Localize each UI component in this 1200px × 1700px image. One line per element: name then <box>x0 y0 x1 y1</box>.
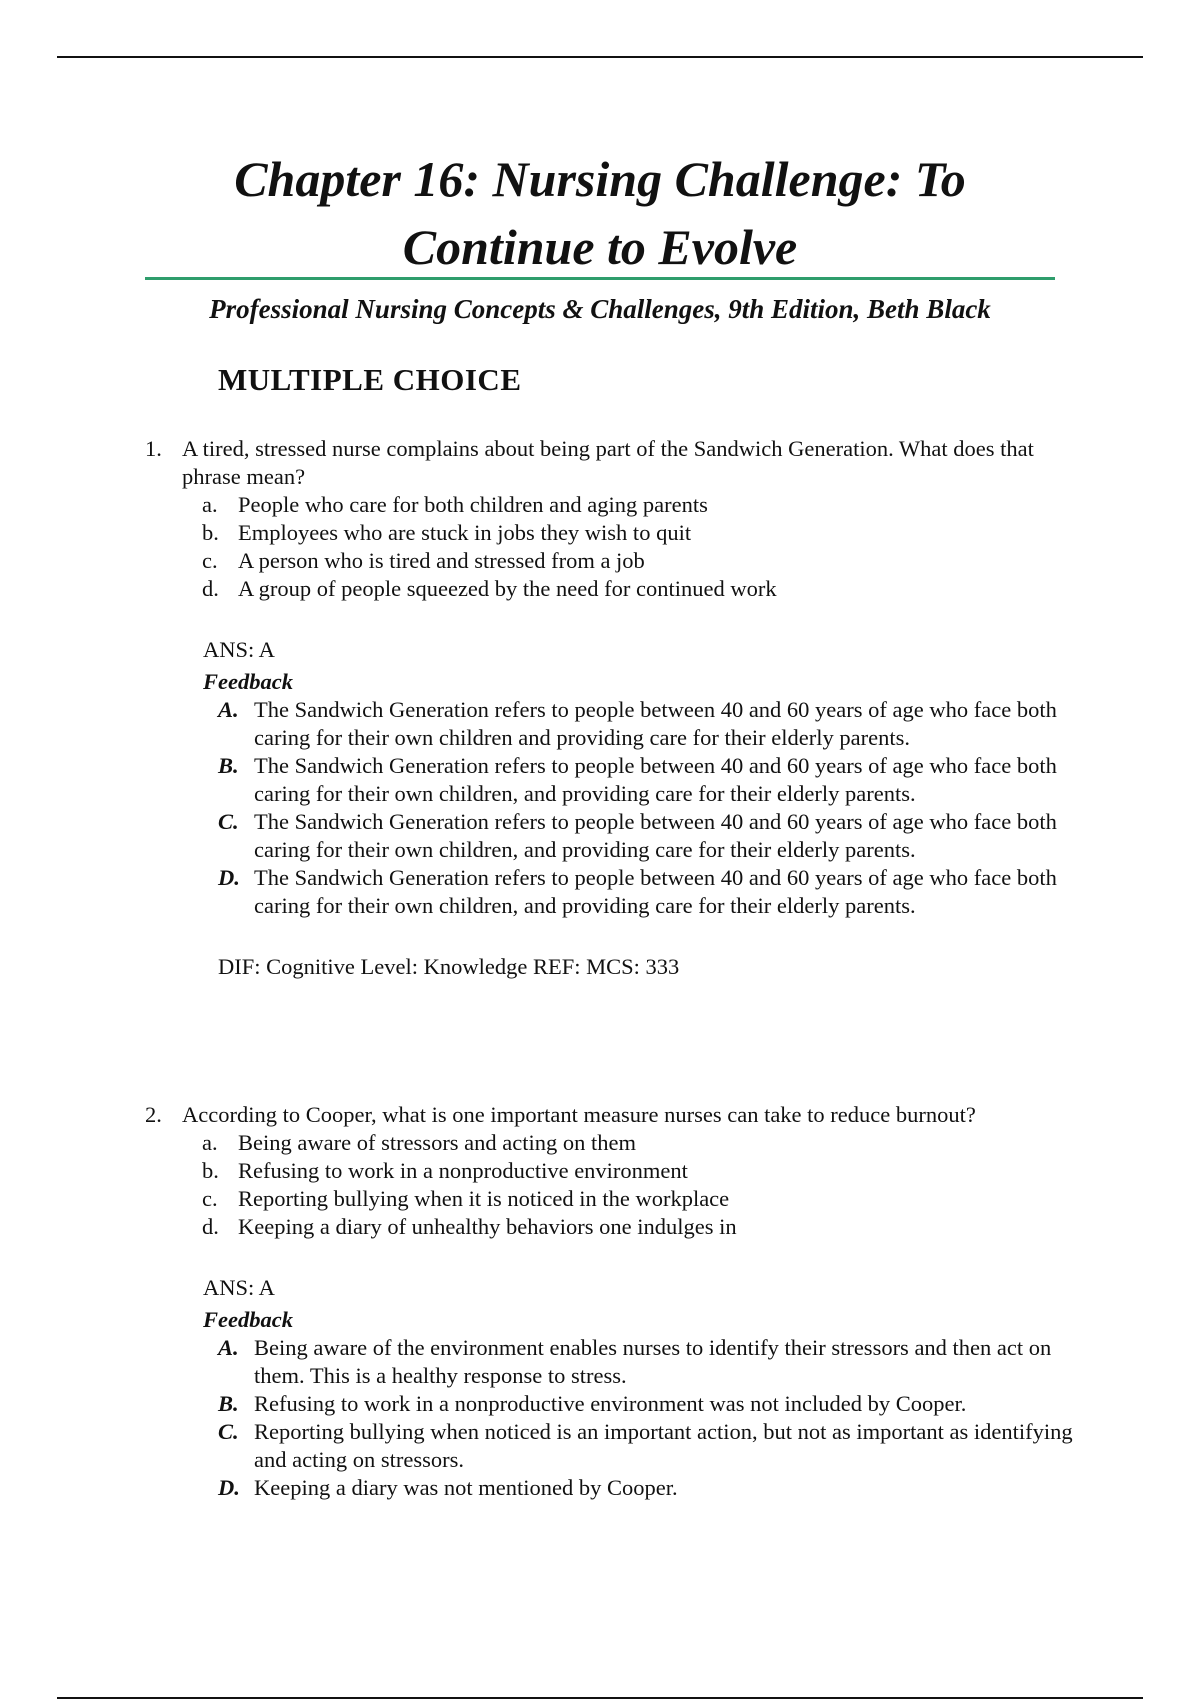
option-text: People who care for both children and aging parents <box>238 492 708 517</box>
feedback-letter: B. <box>218 753 239 778</box>
feedback-c <box>218 1418 1075 1474</box>
feedback-c <box>218 808 1075 864</box>
option-letter: c. <box>202 1186 218 1211</box>
option-text: Employees who are stuck in jobs they wish to quit <box>238 520 692 545</box>
answer-options <box>202 1129 1075 1241</box>
book-subtitle: Professional Nursing Concepts & Challenges, 9th Edition, Beth Black <box>209 294 991 324</box>
feedback-heading: Feedback <box>203 669 293 694</box>
difficulty-reference: DIF: Cognitive Level: Knowledge REF: MCS: 333 <box>218 954 680 979</box>
question-stem <box>145 1101 1075 1129</box>
question-number: 1. <box>145 436 162 461</box>
option-c <box>202 547 1075 575</box>
option-text: Being aware of stressors and acting on them <box>238 1130 637 1155</box>
option-a <box>202 491 1075 519</box>
option-letter: d. <box>202 576 219 601</box>
feedback-text: The Sandwich Generation refers to people between 40 and 60 years of age who face both caring for their own children and providing care for their elderly parents. <box>254 697 1057 750</box>
answer-key: ANS: A <box>203 637 275 662</box>
feedback-b <box>218 752 1075 808</box>
option-text: Refusing to work in a nonproductive environment <box>238 1158 688 1183</box>
option-letter: b. <box>202 1158 219 1183</box>
feedback-d <box>218 864 1075 920</box>
feedback-letter: D. <box>218 1475 240 1500</box>
option-d <box>202 1213 1075 1241</box>
question-stem <box>145 435 1075 491</box>
top-rule <box>57 56 1143 58</box>
feedback-list <box>218 1334 1075 1502</box>
feedback-text: Being aware of the environment enables nurses to identify their stressors and then act on them. This is a healthy response to stress. <box>254 1335 1052 1388</box>
question-text: A tired, stressed nurse complains about being part of the Sandwich Generation. What does that phrase mean? <box>182 436 1034 489</box>
feedback-letter: C. <box>218 1419 239 1444</box>
chapter-title-line-1: Chapter 16: Nursing Challenge: To <box>234 151 966 207</box>
feedback-letter: B. <box>218 1391 239 1416</box>
feedback-d <box>218 1474 1075 1502</box>
question-text: According to Cooper, what is one important measure nurses can take to reduce burnout? <box>182 1102 976 1127</box>
feedback-letter: A. <box>218 1335 239 1360</box>
feedback-text: The Sandwich Generation refers to people between 40 and 60 years of age who face both caring for their own children, and providing care for their elderly parents. <box>254 809 1057 862</box>
answer-key: ANS: A <box>203 1275 275 1300</box>
feedback-letter: A. <box>218 697 239 722</box>
question-number: 2. <box>145 1102 162 1127</box>
feedback-text: Keeping a diary was not mentioned by Cooper. <box>254 1475 678 1500</box>
chapter-title <box>145 145 1055 281</box>
answer-block <box>203 636 1075 696</box>
option-letter: d. <box>202 1214 219 1239</box>
bottom-rule <box>57 1697 1143 1699</box>
feedback-text: Reporting bullying when noticed is an important action, but not as important as identifying and acting on stressors. <box>254 1419 1073 1472</box>
title-underline <box>145 277 1055 280</box>
feedback-b <box>218 1390 1075 1418</box>
option-b <box>202 519 1075 547</box>
feedback-list <box>218 696 1075 920</box>
option-text: A group of people squeezed by the need for continued work <box>238 576 777 601</box>
feedback-letter: C. <box>218 809 239 834</box>
feedback-a <box>218 696 1075 752</box>
section-heading: MULTIPLE CHOICE <box>218 362 522 397</box>
option-letter: b. <box>202 520 219 545</box>
feedback-heading: Feedback <box>203 1307 293 1332</box>
feedback-a <box>218 1334 1075 1390</box>
option-letter: a. <box>202 1130 218 1155</box>
option-text: A person who is tired and stressed from a job <box>238 548 645 573</box>
question-1 <box>145 435 1075 981</box>
chapter-title-line-2: Continue to Evolve <box>402 219 798 275</box>
option-a <box>202 1129 1075 1157</box>
question-2 <box>145 1101 1075 1502</box>
feedback-letter: D. <box>218 865 240 890</box>
option-b <box>202 1157 1075 1185</box>
feedback-text: Refusing to work in a nonproductive environment was not included by Cooper. <box>254 1391 967 1416</box>
option-letter: a. <box>202 492 218 517</box>
option-c <box>202 1185 1075 1213</box>
option-letter: c. <box>202 548 218 573</box>
option-text: Keeping a diary of unhealthy behaviors one indulges in <box>238 1214 737 1239</box>
feedback-text: The Sandwich Generation refers to people between 40 and 60 years of age who face both caring for their own children, and providing care for their elderly parents. <box>254 865 1057 918</box>
answer-block <box>203 1274 1075 1334</box>
option-text: Reporting bullying when it is noticed in the workplace <box>238 1186 730 1211</box>
option-d <box>202 575 1075 603</box>
answer-options <box>202 491 1075 603</box>
feedback-text: The Sandwich Generation refers to people between 40 and 60 years of age who face both caring for their own children, and providing care for their elderly parents. <box>254 753 1057 806</box>
